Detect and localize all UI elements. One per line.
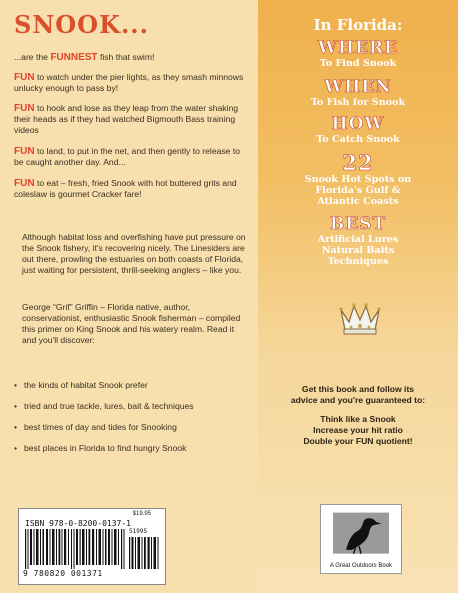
publisher-logo-text: A Great Outdoors Book — [329, 563, 393, 569]
barcode-icon — [25, 529, 125, 569]
best-line-2: Natural Baits — [321, 245, 395, 256]
snook-title: SNOOK... — [14, 10, 150, 39]
list-item: • best places in Florida to find hungry Snook — [14, 443, 254, 454]
hot-spots-count: 22 — [342, 150, 374, 175]
heron-logo-icon — [321, 507, 401, 563]
paragraph-habitat: Although habitat loss and overfishing have put pressure on the Snook fishery, it's recovering nicely. The Linesiders are out there, prowling the estuaries on both coasts of Florida, just waiting for persistent, thrill-seeking anglers – like you. — [22, 232, 246, 275]
where-subheading: To Find Snook — [319, 58, 397, 69]
hot-spots-line-3: Atlantic Coasts — [317, 196, 399, 207]
addon-barcode-icon — [129, 537, 159, 569]
hot-spots-line-2: Florida's Gulf & — [315, 185, 401, 196]
list-item: • the kinds of habitat Snook prefer — [14, 380, 254, 391]
list-item: • tried and true tackle, lures, bait & techniques — [14, 401, 254, 412]
fun-item-3: FUN to land, to put in the net, and then gently to release to be caught another day. And... — [14, 146, 241, 167]
promo-point-1: Think like a Snook — [320, 414, 396, 424]
list-item: • best times of day and tides for Snooking — [14, 422, 254, 433]
best-line-1: Artificial Lures — [317, 234, 399, 245]
publisher-logo — [320, 504, 402, 574]
barcode-number: 9 780820 001371 — [23, 569, 103, 578]
in-florida-heading: In Florida: — [313, 16, 403, 34]
how-heading: HOW — [331, 114, 385, 134]
price-label: $19.95 — [132, 511, 151, 517]
fun-item-2: FUN to hook and lose as they leap from the water shaking their heads as if they had watched Bigmouth Bass training videos — [14, 103, 239, 135]
best-heading: BEST — [329, 214, 387, 234]
promo-point-2: Increase your hit ratio — [313, 425, 403, 435]
addon-number: 51995 — [129, 528, 148, 535]
promo-line-2: advice and you're guaranteed to: — [290, 395, 426, 405]
paragraph-author: George “Grif” Griffin – Florida native, author, conservationist, enthusiastic Snook fisherman – compiled this primer on King Snook and his watery realm. Read it and you'll discover: — [22, 302, 241, 345]
how-subheading: To Catch Snook — [316, 134, 400, 145]
intro-line: ...are the FUNNEST fish that swim! — [14, 52, 155, 63]
crown-icon — [337, 298, 383, 338]
when-heading: WHEN — [324, 77, 392, 97]
isbn-label: ISBN 978-0-8200-0137-1 — [25, 519, 131, 528]
best-line-3: Techniques — [327, 256, 389, 267]
barcode-box — [18, 508, 166, 585]
fun-item-4: FUN to eat – fresh, fried Snook with hot buttered grits and coleslaw is gourmet Cracker fare! — [14, 178, 237, 199]
promo-point-3: Double your FUN quotient! — [303, 436, 413, 446]
promo-line-1: Get this book and follow its — [301, 384, 415, 394]
hot-spots-line-1: Snook Hot Spots on — [304, 174, 412, 185]
funnest-word: FUNNEST — [50, 52, 98, 63]
discover-list — [14, 380, 254, 464]
when-subheading: To Fish for Snook — [310, 97, 406, 108]
fun-item-1: FUN to watch under the pier lights, as they smash minnows unlucky enough to pass by! — [14, 72, 244, 93]
where-heading: WHERE — [317, 38, 399, 58]
